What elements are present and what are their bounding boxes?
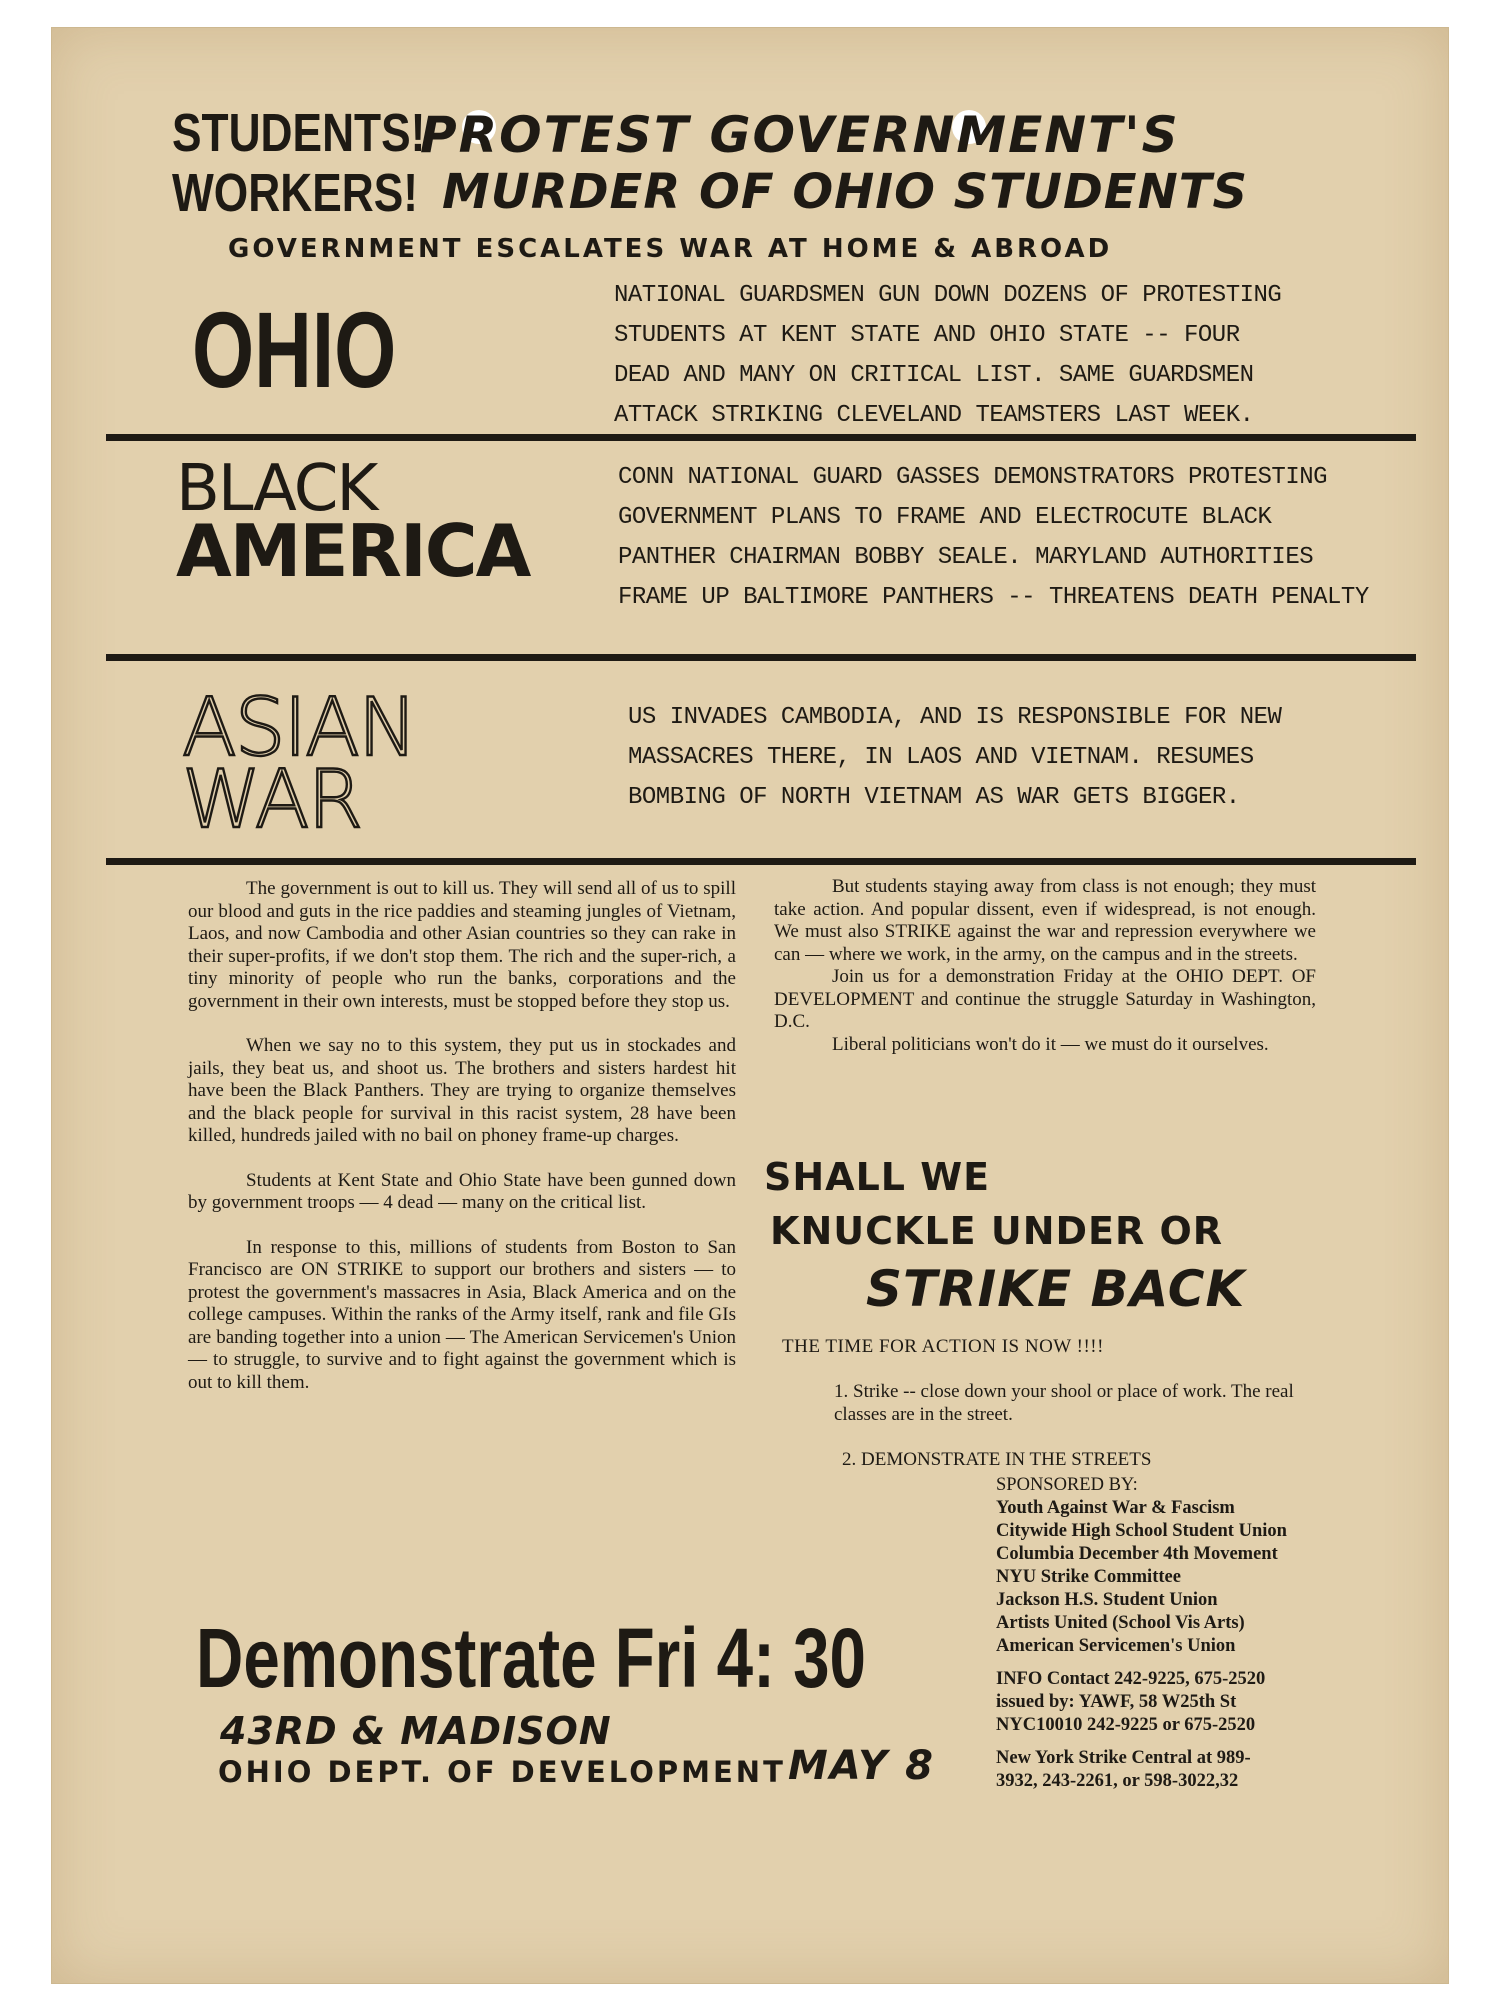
- body-column-left: [188, 878, 736, 1416]
- headline-workers: WORKERS!: [172, 163, 418, 223]
- action-item-2: 2. DEMONSTRATE IN THE STREETS: [842, 1449, 1152, 1470]
- time-for-action: THE TIME FOR ACTION IS NOW !!!!: [782, 1336, 1104, 1357]
- sponsor-name: American Servicemen's Union: [996, 1636, 1236, 1656]
- section-text-ohio: NATIONAL GUARDSMEN GUN DOWN DOZENS OF PROTESTING STUDENTS AT KENT STATE AND OHIO STATE -- FOUR DEAD AND MANY ON CRITICAL LIST. SAME GUARDSMEN ATTACK STRIKING CLEVELAND TEAMSTERS LAST WEEK.: [614, 282, 1282, 429]
- demonstrate-headline: Demonstrate Fri 4: 30: [196, 1611, 866, 1705]
- sponsors-block: [996, 1474, 1287, 1793]
- demonstration-location: 43RD & MADISON: [220, 1709, 612, 1753]
- body-paragraph: When we say no to this system, they put us in stockades and jails, they beat us, and shoot us. The brothers and sisters hardest hit have been the Black Panthers. They are trying to organize themselves and the black people for survival in this racist system, 28 have been killed, hundreds jailed with no bail on phoney frame-up charges.: [188, 1035, 736, 1146]
- call-line-2: KNUCKLE UNDER OR: [770, 1209, 1224, 1253]
- headline-students: STUDENTS!: [172, 103, 426, 163]
- strike-central-line: 3932, 243-2261, or 598-3022,32: [996, 1771, 1239, 1791]
- body-paragraph: Liberal politicians won't do it — we must do it ourselves.: [832, 1033, 1269, 1055]
- title-line: AMERICA: [176, 509, 530, 593]
- title-line: ASIAN: [182, 681, 416, 774]
- sponsor-name: Citywide High School Student Union: [996, 1521, 1287, 1541]
- action-item-1: 1. Strike -- close down your shool or place of work. The real classes are in the street.: [834, 1381, 1294, 1425]
- strike-central-line: New York Strike Central at 989-: [996, 1748, 1251, 1768]
- demonstration-date: MAY 8: [788, 1743, 935, 1789]
- section-text-black-america: CONN NATIONAL GUARD GASSES DEMONSTRATORS PROTESTING GOVERNMENT PLANS TO FRAME AND ELECTROCUTE BLACK PANTHER CHAIRMAN BOBBY SEALE. MARYLAND AUTHORITIES FRAME UP BALTIMORE PANTHERS -- THREATENS DEATH PENALTY: [618, 464, 1369, 611]
- flyer-sheet: [52, 28, 1448, 1983]
- section-title-asian-war: [182, 681, 416, 846]
- body-paragraph: Join us for a demonstration Friday at the OHIO DEPT. OF DEVELOPMENT and continue the struggle Saturday in Washington, D.C.: [774, 966, 1316, 1032]
- section-title-black-america: [176, 452, 530, 593]
- body-paragraph: In response to this, millions of students from Boston to San Francisco are ON STRIKE to support our brothers and sisters — to protest the government's massacres in Asia, Black America and on the college campuses. Within the ranks of the Army itself, rank and file GIs are banding together into a union — The American Servicemen's Union — to struggle, to survive and to fight against the government which is out to kill them.: [188, 1236, 736, 1393]
- call-line-3: STRIKE BACK: [866, 1260, 1246, 1318]
- body-paragraph: The government is out to kill us. They will send all of us to spill our blood and guts in the rice paddies and steaming jungles of Vietnam, Laos, and now Cambodia and other Asian countries so they can rake in their super-profits, if we don't stop them. The rich and the super-rich, a tiny minority of people who run the banks, corporations and the government in their own interests, must be stopped before they stop us.: [188, 878, 736, 1012]
- title-line: BLACK: [176, 452, 377, 526]
- call-line-1: SHALL WE: [764, 1155, 991, 1199]
- sponsor-name: Youth Against War & Fascism: [996, 1498, 1235, 1518]
- title-line: WAR: [182, 753, 362, 846]
- body-column-right: [774, 876, 1316, 1056]
- contact-line: issued by: YAWF, 58 W25th St: [996, 1692, 1237, 1712]
- contact-line: NYC10010 242-9225 or 675-2520: [996, 1715, 1256, 1735]
- body-paragraph: But students staying away from class is not enough; they must take action. And popular dissent, even if widespread, is not enough. We must also STRIKE against the war and repression everywhere we can — where we work, in the army, on the campus and in the streets.: [774, 876, 1316, 965]
- contact-line: INFO Contact 242-9225, 675-2520: [996, 1669, 1266, 1689]
- headline-murder: MURDER OF OHIO STUDENTS: [442, 164, 1249, 220]
- sponsor-name: NYU Strike Committee: [996, 1567, 1181, 1587]
- section-title-ohio: OHIO: [192, 289, 397, 410]
- body-paragraph: Students at Kent State and Ohio State have been gunned down by government troops — 4 dead — many on the critical list.: [188, 1169, 736, 1213]
- subheadline: GOVERNMENT ESCALATES WAR AT HOME & ABROAD: [228, 234, 1113, 264]
- divider-rule: [106, 858, 1416, 865]
- sponsors-heading: SPONSORED BY:: [996, 1475, 1138, 1495]
- sponsor-name: Jackson H.S. Student Union: [996, 1590, 1218, 1610]
- demonstration-venue: OHIO DEPT. OF DEVELOPMENT: [218, 1755, 786, 1789]
- sponsor-name: Artists United (School Vis Arts): [996, 1613, 1245, 1633]
- divider-rule: [106, 434, 1416, 441]
- divider-rule: [106, 654, 1416, 661]
- sponsor-name: Columbia December 4th Movement: [996, 1544, 1278, 1564]
- headline-protest: PROTEST GOVERNMENT'S: [420, 106, 1180, 164]
- section-text-asian-war: US INVADES CAMBODIA, AND IS RESPONSIBLE FOR NEW MASSACRES THERE, IN LAOS AND VIETNAM. RESUMES BOMBING OF NORTH VIETNAM AS WAR GETS BIGGER.: [628, 704, 1282, 811]
